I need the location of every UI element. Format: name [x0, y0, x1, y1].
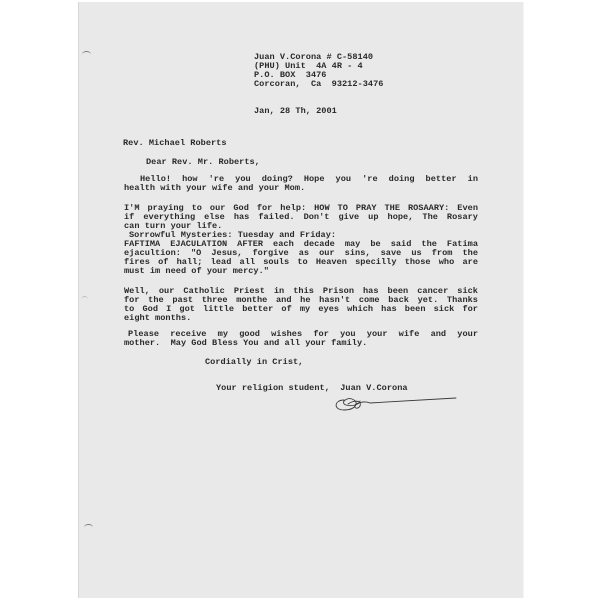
sender-unit: (PHU) Unit 4A 4R - 4 — [254, 61, 363, 71]
paragraph-line: to God I got little better of my eyes which has been sick for — [124, 304, 478, 314]
paragraph-line: health with your wife and your Mom. — [124, 183, 306, 193]
paragraph-line: if everything else has failed. Don't give up hope, The Rosary — [124, 212, 478, 222]
paragraph-line: ejacultion: "O Jesus, forgive as our sins, save us from the — [124, 248, 478, 258]
letter-date: Jan, 28 Th, 2001 — [254, 106, 337, 116]
paragraph-line: for the past three monthe and he hasn't come back yet. Thanks — [124, 295, 478, 305]
sender-name-id: Juan V.Corona # C-58140 — [254, 52, 374, 62]
salutation: Dear Rev. Mr. Roberts, — [146, 157, 260, 167]
closing: Cordially in Crist, — [205, 357, 304, 367]
recipient-name: Rev. Michael Roberts — [123, 138, 227, 148]
sender-po-box: P.O. BOX 3476 — [254, 70, 327, 80]
punch-hole-mark-bottom — [84, 524, 93, 531]
paragraph-line: Hello! how 're you doing? Hope you 're doing better in — [140, 174, 478, 184]
paragraph-line: mother. May God Bless You and all your family. — [124, 338, 368, 348]
paragraph-line: fires of hall; lead all souls to Heaven specilly those who are — [124, 257, 478, 267]
paragraph-line: FAFTIMA EJACULATION AFTER each decade may be said the Fatima — [124, 239, 478, 249]
sender-city: Corcoran, Ca 93212-3476 — [254, 79, 384, 89]
paragraph-line: Please receive my good wishes for you your wife and your — [128, 329, 478, 339]
paragraph-line: must im need of your mercy." — [124, 266, 269, 276]
signature-line-text: Your religion student, Juan V.Corona — [216, 383, 408, 393]
paragraph-line: Well, our Catholic Priest in this Prison has been cancer sick — [124, 286, 478, 296]
punch-hole-mark-top — [82, 51, 91, 58]
handwritten-signature-icon — [330, 390, 460, 414]
punch-hole-mark-middle — [81, 296, 88, 303]
paragraph-line: can turn your life. — [124, 221, 223, 231]
paragraph-line: I'M praying to our God for help: HOW TO PRAY THE ROSAARY: Even — [124, 203, 478, 213]
paragraph-line: Sorrowful Mysteries: Tuesday and Friday: — [129, 230, 337, 240]
paragraph-line: eight months. — [124, 313, 192, 323]
